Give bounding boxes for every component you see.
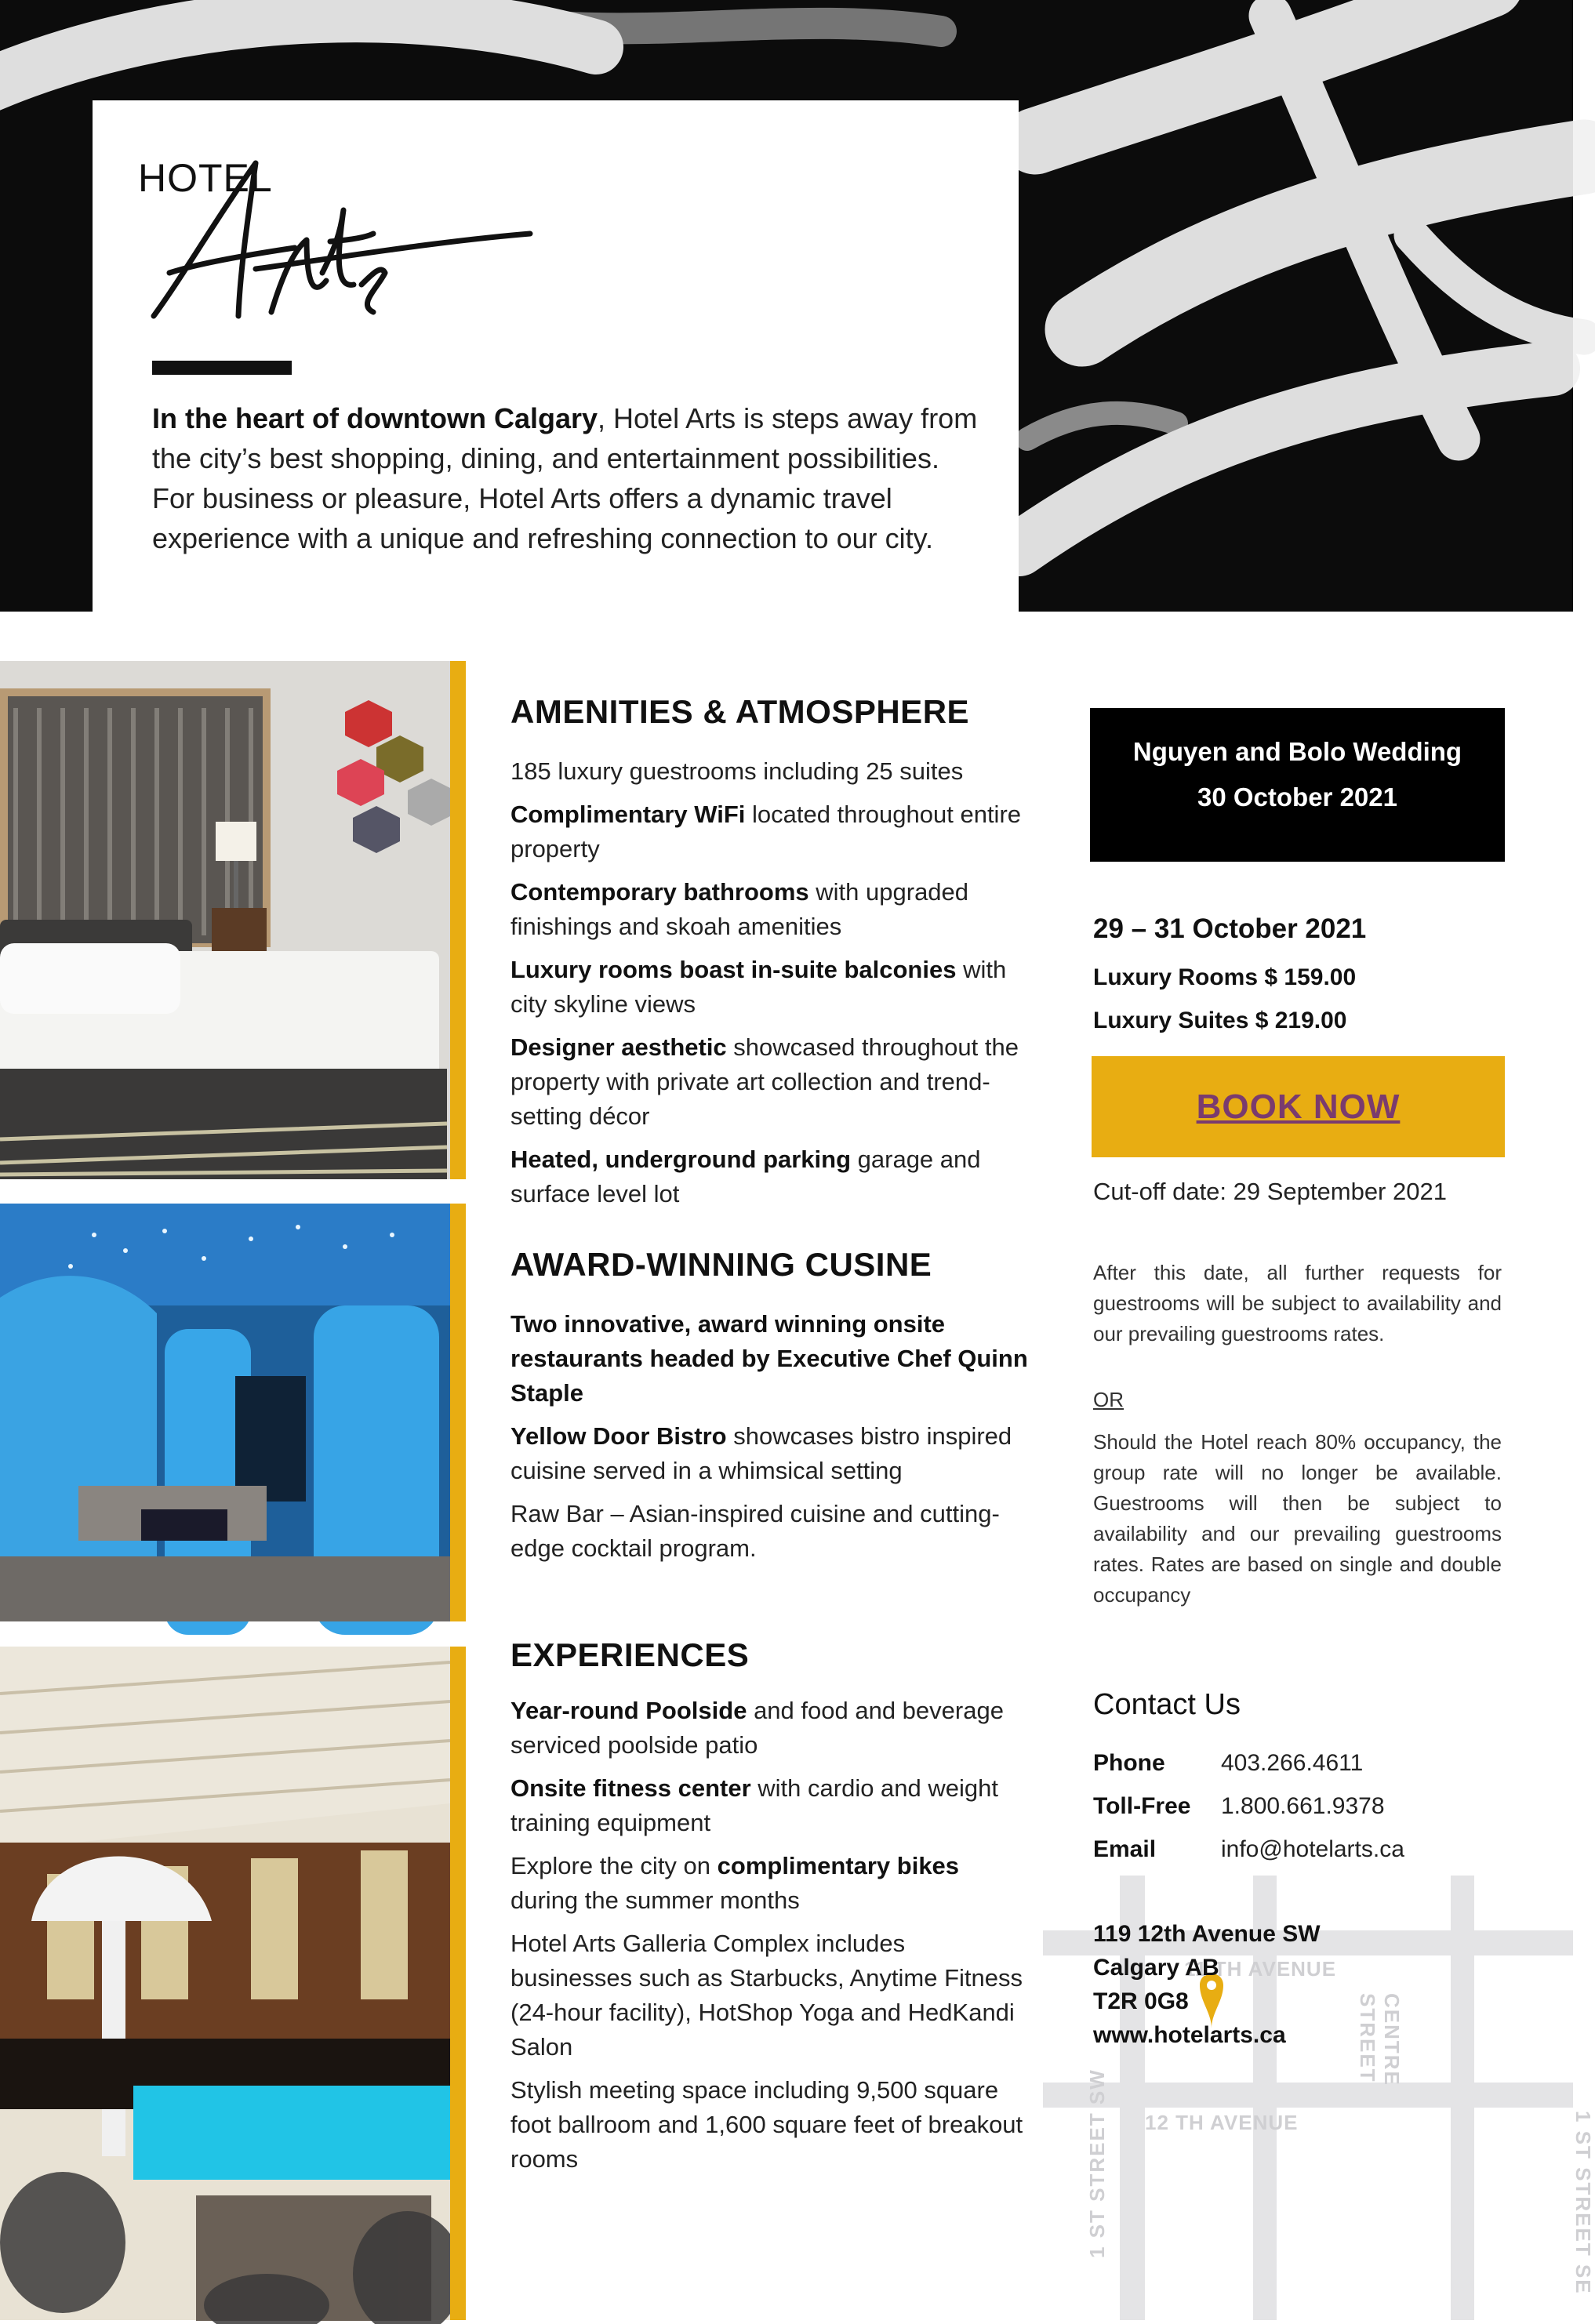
list-item: Complimentary WiFi located throughout entire property bbox=[510, 801, 1022, 862]
list-item: Explore the city on complimentary bikes during the summer months bbox=[510, 1852, 960, 1914]
restaurant-photo bbox=[0, 1204, 450, 1621]
list-item: Contemporary bathrooms with upgraded finishings and skoah amenities bbox=[510, 878, 969, 940]
hero-banner bbox=[0, 0, 1573, 612]
logo-script-arts bbox=[138, 155, 546, 343]
map-label-11th-avenue: 11 TH AVENUE bbox=[1184, 1957, 1337, 1981]
amenities-title: AMENITIES & ATMOSPHERE bbox=[510, 693, 970, 730]
pool-photo bbox=[0, 1647, 450, 2320]
accent-bar bbox=[450, 1647, 466, 2320]
list-item: Onsite fitness center with cardio and weight training equipment bbox=[510, 1774, 998, 1836]
rate-dates: 29 – 31 October 2021 bbox=[1093, 913, 1367, 944]
cuisine-list bbox=[510, 1307, 1028, 1574]
list-item: Designer aesthetic showcased throughout the property with private art collection and trend-setting décor bbox=[510, 1033, 1019, 1130]
map-label-centre-street: CENTRE STREET bbox=[1356, 1993, 1404, 2086]
room-photo bbox=[0, 661, 450, 1179]
cutoff-date: Cut-off date: 29 September 2021 bbox=[1093, 1178, 1447, 1205]
phone-value[interactable]: 403.266.4611 bbox=[1221, 1750, 1364, 1776]
contact-title: Contact Us bbox=[1093, 1688, 1241, 1721]
list-item: Heated, underground parking garage and surface level lot bbox=[510, 1146, 981, 1207]
event-box bbox=[1090, 708, 1505, 862]
list-item: Yellow Door Bistro showcases bistro inspired cuisine served in a whimsical setting bbox=[510, 1422, 1012, 1484]
website-link[interactable]: www.hotelarts.ca bbox=[1093, 2022, 1286, 2048]
list-item: Hotel Arts Galleria Complex includes businesses such as Starbucks, Anytime Fitness (24-hour facility), HotShop Yoga and HedKandi Salon bbox=[510, 1930, 1023, 2061]
intro-card bbox=[93, 100, 1019, 612]
event-date: 30 October 2021 bbox=[1197, 783, 1397, 812]
list-item: 185 luxury guestrooms including 25 suites bbox=[510, 757, 964, 785]
map-label-1st-street-se: 1 ST STREET SE bbox=[1571, 2111, 1595, 2295]
amenities-list bbox=[510, 754, 1028, 1220]
tollfree-value[interactable]: 1.800.661.9378 bbox=[1221, 1793, 1385, 1819]
event-name: Nguyen and Bolo Wedding bbox=[1132, 737, 1462, 766]
intro-paragraph bbox=[152, 398, 983, 558]
hotel-arts-logo bbox=[138, 155, 546, 343]
cutoff-note: After this date, all further requests for guestrooms will be subject to availability and our prevailing guestrooms rates. bbox=[1093, 1261, 1502, 1345]
cuisine-title: AWARD-WINNING CUSINE bbox=[510, 1246, 932, 1283]
email-label: Email bbox=[1093, 1836, 1157, 1862]
map-label-1st-street-sw: 1 ST STREET SW bbox=[1085, 2068, 1109, 2258]
book-now-label[interactable]: BOOK NOW bbox=[1196, 1087, 1401, 1126]
experiences-title: EXPERIENCES bbox=[510, 1636, 750, 1673]
list-item: Luxury rooms boast in-suite balconies with city skyline views bbox=[510, 956, 1007, 1018]
address-line2: Calgary AB bbox=[1093, 1955, 1219, 1981]
email-value[interactable]: info@hotelarts.ca bbox=[1221, 1836, 1404, 1862]
list-item: Year-round Poolside and food and beverage serviced poolside patio bbox=[510, 1697, 1004, 1759]
logo-wordmark-hotel: HOTEL bbox=[138, 156, 273, 200]
list-item: Two innovative, award winning onsite restaurants headed by Executive Chef Quinn Staple bbox=[510, 1310, 1028, 1407]
intro-lead: In the heart of downtown Calgary bbox=[152, 402, 598, 434]
accent-bar bbox=[450, 661, 466, 1179]
list-item: Stylish meeting space including 9,500 square foot ballroom and 1,600 square feet of breakout rooms bbox=[510, 2076, 1023, 2173]
address-line3: T2R 0G8 bbox=[1093, 1988, 1189, 2014]
intro-divider-bar bbox=[152, 361, 292, 375]
accent-bar bbox=[450, 1204, 466, 1621]
rate-suites: Luxury Suites $ 219.00 bbox=[1093, 1008, 1347, 1033]
phone-label: Phone bbox=[1093, 1750, 1165, 1776]
occupancy-note: Should the Hotel reach 80% occupancy, the group rate will no longer be available. Guestrooms will then be subject to availability and our prevailing guestrooms rates. Rates are based on single and double occupancy bbox=[1093, 1430, 1502, 1607]
rate-rooms: Luxury Rooms $ 159.00 bbox=[1093, 964, 1357, 990]
or-label: OR bbox=[1093, 1388, 1124, 1411]
map-label-12th-avenue: 12 TH AVENUE bbox=[1145, 2111, 1299, 2134]
list-item: Raw Bar – Asian-inspired cuisine and cutting-edge cocktail program. bbox=[510, 1500, 1000, 1562]
address-line1: 119 12th Avenue SW bbox=[1093, 1921, 1321, 1947]
tollfree-label: Toll-Free bbox=[1093, 1793, 1191, 1819]
intro-body: , Hotel Arts is steps away from the city’s best shopping, dining, and entertainment possibilities. For business or pleasure, Hotel Arts offers a dynamic travel experience with a unique and refreshing connection to our city. bbox=[152, 402, 978, 554]
experiences-list bbox=[510, 1694, 1028, 2185]
book-now-button[interactable] bbox=[1092, 1056, 1505, 1157]
